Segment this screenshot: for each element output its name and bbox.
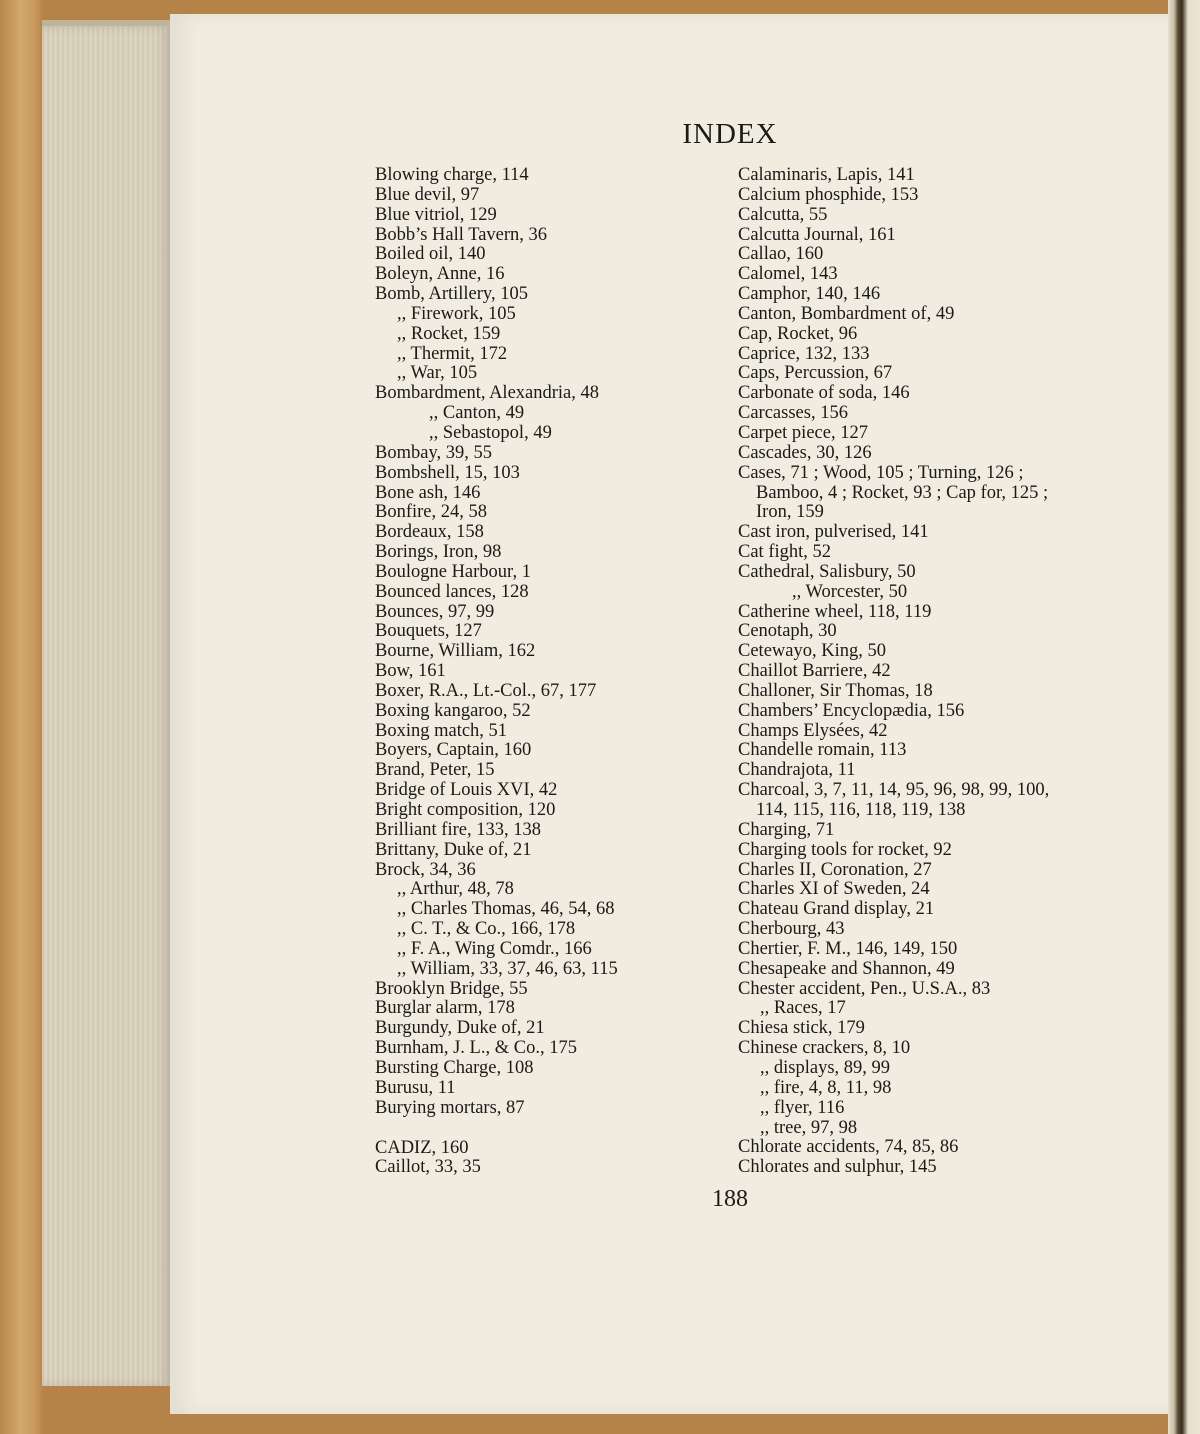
index-entry: Cherbourg, 43: [738, 919, 845, 940]
index-entry: Calomel, 143: [738, 264, 838, 285]
index-entry: ,, Races, 17: [760, 998, 846, 1019]
index-entry: Cast iron, pulverised, 141: [738, 522, 929, 543]
index-entry: Bombshell, 15, 103: [375, 462, 520, 483]
index-entry: ,, War, 105: [397, 363, 478, 384]
index-entry: Chaillot Barriere, 42: [738, 661, 891, 682]
book-gutter: [1168, 0, 1200, 1434]
index-entry: Camphor, 140, 146: [738, 284, 881, 305]
index-entry: Bombay, 39, 55: [375, 442, 492, 463]
index-entry: ,, Arthur, 48, 78: [397, 879, 514, 900]
index-entry: Boxing match, 51: [375, 720, 508, 741]
index-entry: ,, displays, 89, 99: [760, 1057, 891, 1078]
index-entry: Brittany, Duke of, 21: [375, 839, 532, 860]
index-entry: ,, Thermit, 172: [397, 343, 508, 364]
index-entry: Bursting Charge, 108: [375, 1057, 534, 1078]
index-entry: 114, 115, 116, 118, 119, 138: [756, 800, 966, 820]
index-entry: Chambers’ Encyclopædia, 156: [738, 700, 965, 721]
index-entry: Chinese crackers, 8, 10: [738, 1038, 911, 1059]
index-entry: Calcium phosphide, 153: [738, 184, 919, 205]
index-entry: Bone ash, 146: [375, 482, 481, 503]
index-entry: Calaminaris, Lapis, 141: [738, 165, 915, 185]
index-entry: Bamboo, 4 ; Rocket, 93 ; Cap for, 125 ;: [756, 482, 1049, 503]
page-edges: [42, 26, 170, 1386]
index-entry: Calcutta, 55: [738, 204, 828, 225]
index-entry: ,, fire, 4, 8, 11, 98: [760, 1077, 892, 1098]
index-entry: Caprice, 132, 133: [738, 343, 870, 364]
index-entry: Carpet piece, 127: [738, 422, 868, 443]
index-entry: ,, tree, 97, 98: [760, 1117, 858, 1138]
index-entry: Calcutta Journal, 161: [738, 224, 896, 245]
index-column-right: [738, 166, 1158, 1178]
index-entry: Boxing kangaroo, 52: [375, 700, 531, 721]
index-entry: Charles XI of Sweden, 24: [738, 879, 930, 900]
index-entry: Cases, 71 ; Wood, 105 ; Turning, 126 ;: [738, 462, 1024, 483]
index-entry: Brilliant fire, 133, 138: [375, 819, 541, 840]
index-entry: CADIZ, 160: [375, 1137, 469, 1158]
index-entry: Cap, Rocket, 96: [738, 323, 858, 344]
index-entry: Charcoal, 3, 7, 11, 14, 95, 96, 98, 99, 100,: [738, 780, 1050, 801]
index-entry: Cat fight, 52: [738, 542, 832, 563]
index-entry: Bounces, 97, 99: [375, 601, 495, 622]
page-title: INDEX: [682, 118, 778, 150]
index-entry: Chester accident, Pen., U.S.A., 83: [738, 978, 991, 999]
index-entry: ,, William, 33, 37, 46, 63, 115: [397, 958, 618, 979]
index-entry: Canton, Bombardment of, 49: [738, 303, 955, 324]
index-entry: Bombardment, Alexandria, 48: [375, 383, 600, 404]
index-entry: Charles II, Coronation, 27: [738, 859, 932, 880]
index-entry: Bordeaux, 158: [375, 522, 484, 543]
index-entry: Chertier, F. M., 146, 149, 150: [738, 938, 958, 959]
index-entry: Catherine wheel, 118, 119: [738, 601, 932, 622]
index-entry: Boulogne Harbour, 1: [375, 561, 531, 582]
index-entry: Burusu, 11: [375, 1077, 456, 1098]
index-entry: ,, C. T., & Co., 166, 178: [397, 919, 576, 940]
index-entry: Bridge of Louis XVI, 42: [375, 780, 558, 801]
index-entry: Bounced lances, 128: [375, 581, 529, 602]
index-entry: Bow, 161: [375, 661, 446, 682]
index-entry: Brooklyn Bridge, 55: [375, 978, 528, 999]
index-entry: ,, Charles Thomas, 46, 54, 68: [397, 899, 615, 920]
index-entry: Chlorate accidents, 74, 85, 86: [738, 1137, 959, 1158]
index-entry: Iron, 159: [756, 502, 824, 523]
index-entry: Bonfire, 24, 58: [375, 502, 488, 523]
index-entry: Blue vitriol, 129: [375, 204, 497, 225]
index-entry: Boxer, R.A., Lt.-Col., 67, 177: [375, 680, 597, 701]
index-entry: ,, Rocket, 159: [397, 323, 501, 344]
index-entry: Chlorates and sulphur, 145: [738, 1157, 937, 1178]
index-entry: Carbonate of soda, 146: [738, 383, 910, 404]
index-entry: Charging tools for rocket, 92: [738, 839, 952, 860]
index-entry: Chateau Grand display, 21: [738, 899, 935, 920]
index-entry: Bobb’s Hall Tavern, 36: [375, 224, 548, 245]
index-entry: Chiesa stick, 179: [738, 1018, 865, 1039]
index-entry: Boiled oil, 140: [375, 244, 486, 265]
index-entry: Carcasses, 156: [738, 403, 848, 424]
index-entry: Burnham, J. L., & Co., 175: [375, 1038, 577, 1059]
index-entry: Burying mortars, 87: [375, 1097, 525, 1118]
index-entry: ,, F. A., Wing Comdr., 166: [397, 938, 592, 959]
index-entry: Boyers, Captain, 160: [375, 740, 532, 761]
page-number: 188: [712, 1186, 748, 1212]
index-entry: Chandelle romain, 113: [738, 740, 907, 761]
index-entry: Champs Elysées, 42: [738, 720, 888, 741]
index-column-left: [375, 166, 705, 1178]
index-entry: Bomb, Artillery, 105: [375, 284, 528, 305]
index-entry: Chesapeake and Shannon, 49: [738, 958, 955, 979]
index-entry: Cetewayo, King, 50: [738, 641, 886, 662]
index-entry: Cascades, 30, 126: [738, 442, 872, 463]
index-entry: ,, Sebastopol, 49: [429, 422, 552, 443]
index-entry: Challoner, Sir Thomas, 18: [738, 680, 933, 701]
index-entry: Callao, 160: [738, 244, 824, 265]
index-entry: Chandrajota, 11: [738, 760, 856, 781]
index-entry: Boleyn, Anne, 16: [375, 264, 505, 285]
index-entry: Burglar alarm, 178: [375, 998, 515, 1019]
index-entry: Burgundy, Duke of, 21: [375, 1018, 545, 1039]
index-entry: Bright composition, 120: [375, 800, 556, 820]
index-entry: Caps, Percussion, 67: [738, 363, 893, 384]
index-entry: Borings, Iron, 98: [375, 542, 502, 563]
index-entry: Cenotaph, 30: [738, 621, 837, 642]
index-entry: Brock, 34, 36: [375, 859, 476, 880]
index-entry: ,, Firework, 105: [397, 303, 516, 324]
index-entry: Cathedral, Salisbury, 50: [738, 561, 916, 582]
index-entry: Blowing charge, 114: [375, 165, 529, 185]
index-entry: Bourne, William, 162: [375, 641, 536, 662]
index-entry: ,, Canton, 49: [429, 403, 525, 424]
index-entry: ,, Worcester, 50: [792, 581, 908, 602]
index-entry: ,, flyer, 116: [760, 1097, 845, 1118]
index-entry: Brand, Peter, 15: [375, 760, 495, 781]
index-entry: Charging, 71: [738, 819, 835, 840]
index-entry: Blue devil, 97: [375, 184, 480, 205]
index-entry: Bouquets, 127: [375, 621, 482, 642]
index-entry: Caillot, 33, 35: [375, 1157, 481, 1178]
